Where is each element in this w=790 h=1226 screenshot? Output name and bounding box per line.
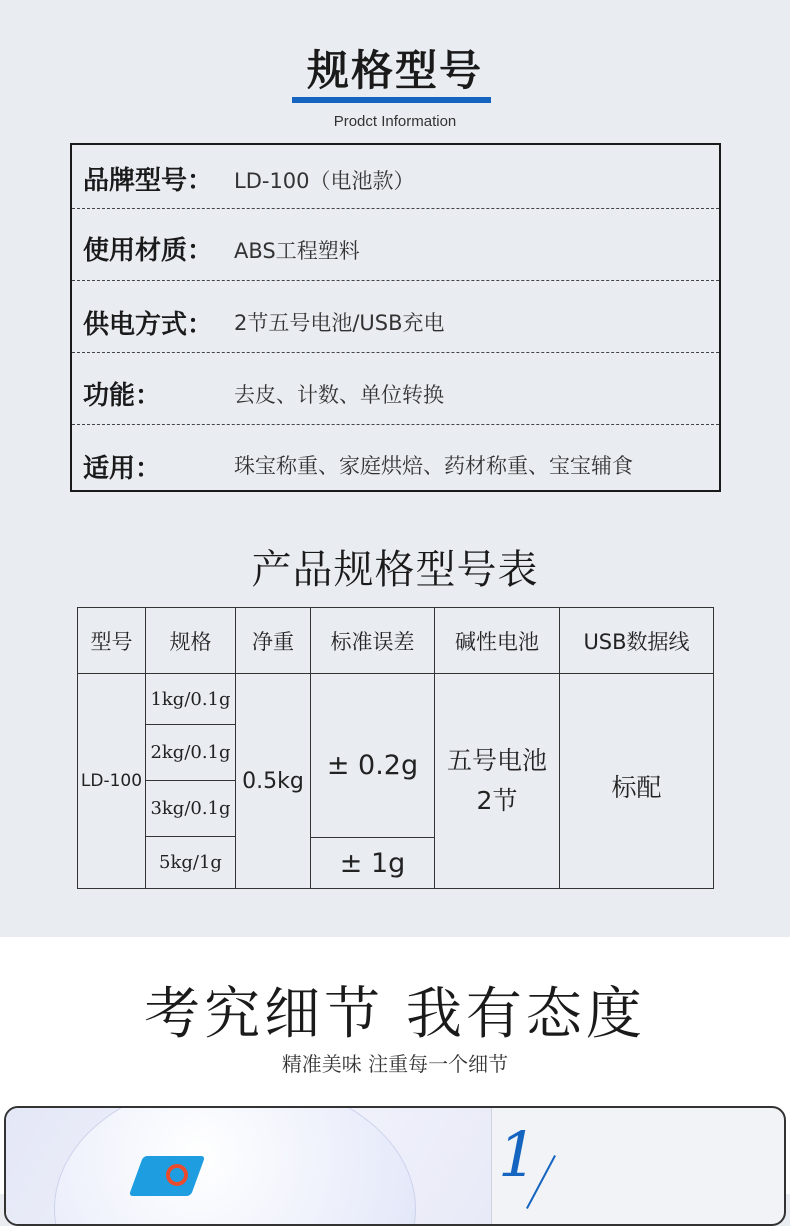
product-photo (6, 1108, 492, 1226)
header-usb: USB数据线 (559, 607, 714, 674)
header-battery: 碱性电池 (434, 607, 560, 674)
scale-platform (54, 1106, 416, 1226)
info-value: 去皮、计数、单位转换 (234, 383, 444, 407)
cell-spec: 2kg/0.1g (145, 724, 236, 781)
header-net-weight: 净重 (235, 607, 311, 674)
info-row-usage (72, 424, 719, 490)
cell-net-weight: 0.5kg (235, 673, 311, 889)
header-error: 标准误差 (310, 607, 435, 674)
detail-title: 考究细节 我有态度 (144, 982, 646, 1047)
cell-model: LD-100 (77, 673, 146, 889)
info-value: LD-100（电池款） (234, 169, 415, 193)
product-photo-frame (4, 1106, 786, 1226)
title-underline (292, 97, 491, 103)
header-spec: 规格 (145, 607, 236, 674)
detail-subtitle: 精准美味 注重每一个细节 (281, 1052, 509, 1076)
spec-info-table (70, 143, 721, 492)
cell-battery (434, 673, 560, 889)
info-value: 2节五号电池/USB充电 (234, 311, 445, 335)
cell-spec: 1kg/0.1g (145, 673, 236, 725)
info-label: 使用材质： (83, 236, 214, 266)
step-number: 1 (498, 1118, 538, 1191)
info-value: ABS工程塑料 (234, 239, 360, 263)
brand-ring-icon (166, 1164, 188, 1186)
info-row-power (72, 280, 719, 353)
info-label: 功能： (83, 381, 162, 411)
info-label: 供电方式： (83, 310, 214, 340)
info-label: 品牌型号： (83, 166, 214, 196)
section-title: 规格型号 (306, 46, 483, 95)
cell-usb: 标配 (559, 673, 714, 889)
info-row-material (72, 208, 719, 281)
cell-spec: 3kg/0.1g (145, 780, 236, 837)
cell-spec: 5kg/1g (145, 836, 236, 889)
model-spec-table (77, 607, 714, 889)
cell-error: ± 1g (310, 837, 435, 889)
battery-count: 2节 (476, 786, 518, 815)
header-model: 型号 (77, 607, 146, 674)
info-label: 适用： (83, 454, 162, 484)
info-row-function (72, 352, 719, 425)
table-title: 产品规格型号表 (251, 547, 539, 593)
battery-type: 五号电池 (446, 746, 547, 775)
section-subtitle: Prodct Information (333, 113, 457, 130)
info-value: 珠宝称重、家庭烘焙、药材称重、宝宝辅食 (234, 454, 633, 478)
info-row-brand (72, 145, 719, 209)
cell-error: ± 0.2g (310, 673, 435, 838)
